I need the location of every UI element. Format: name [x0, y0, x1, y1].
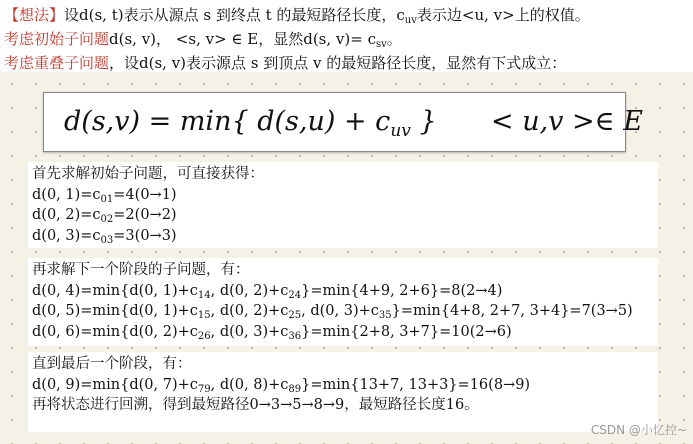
initial-label: 考虑初始子问题: [4, 30, 110, 48]
block3-title: 直到最后一个阶段，有：: [32, 356, 192, 372]
idea-sub: uv: [404, 15, 417, 26]
block1-title: 首先求解初始子问题，可直接获得：: [32, 166, 264, 182]
block1-line: d(0, $3)=c_{03}=3(0\to 3)$: [32, 227, 177, 246]
overlap-text: ，设d(s, v)表示源点 s 到顶点 v 的最短路径长度，显然有下式成立：: [109, 54, 567, 72]
block3-last: 再将状态进行回溯，得到最短路径0→3→5→8→9，最短路径长度16。: [32, 397, 479, 413]
overlap-label: 考虑重叠子问题: [4, 54, 110, 72]
final-stage-block: [28, 352, 658, 432]
block1-line: d(0, $2)=c_{02}=2(0\to 2)$: [32, 207, 177, 225]
block2-line: d(0, 4)=min{d(0, $1)+c_{14}$, d(0, $2)+c_{24}\}=\min\{4+9$, 2+6}=8(2→4): [32, 282, 503, 301]
next-stage-block: [28, 258, 658, 346]
idea-text2: 表示边<u, v>上的权值。: [416, 6, 590, 24]
block2-title: 再求解下一个阶段的子问题，有：: [32, 262, 250, 278]
initial-sub: sv: [375, 39, 387, 50]
idea-line: [4, 4, 693, 26]
initial-block: [28, 162, 658, 248]
idea-text: 设d(s, t)表示从源点 s 到终点 t 的最短路径长度，c: [64, 6, 405, 24]
idea-tag: 【想法】: [4, 6, 65, 24]
formula-condition: < u,v >∈ E: [491, 106, 643, 137]
formula-equation: d(s,v) = min{ $d(s,u) + c_{uv}$ }: [64, 106, 437, 141]
overlap-subproblem-line: [4, 52, 693, 74]
block2-line: d(0, 6)=min{d(0, $2)+c_{26}$, d(0, $3)+c_{36}\}=\min\{2+8$, 3+7}=10(2→6): [32, 323, 512, 342]
block3-line: d(0, 9)=min{d(0, $7)+c_{79}$, d(0, $8)+c_{89}\}=\min\{13+7$, 13+3}=16(8→9): [32, 376, 531, 395]
initial-subproblem-line: [4, 28, 693, 50]
initial-text: d(s, v)， <s, v> ∈ E，显然d(s, v)= c: [109, 30, 376, 48]
block1-line: d(0, $1)=c_{01}=4(0\to 1)$: [32, 186, 177, 205]
block2-line: d(0, 5)=min{d(0, $1)+c_{15}$, d(0, $2)+c_{25}$, d(0, $3)+c_{35}\}=\min\{4+8$, 2+7, 3+4}=7(3→5): [32, 303, 633, 321]
initial-tail: 。: [386, 30, 402, 48]
recurrence-formula: [43, 92, 643, 152]
watermark: CSDN @小忆控~: [590, 423, 687, 437]
